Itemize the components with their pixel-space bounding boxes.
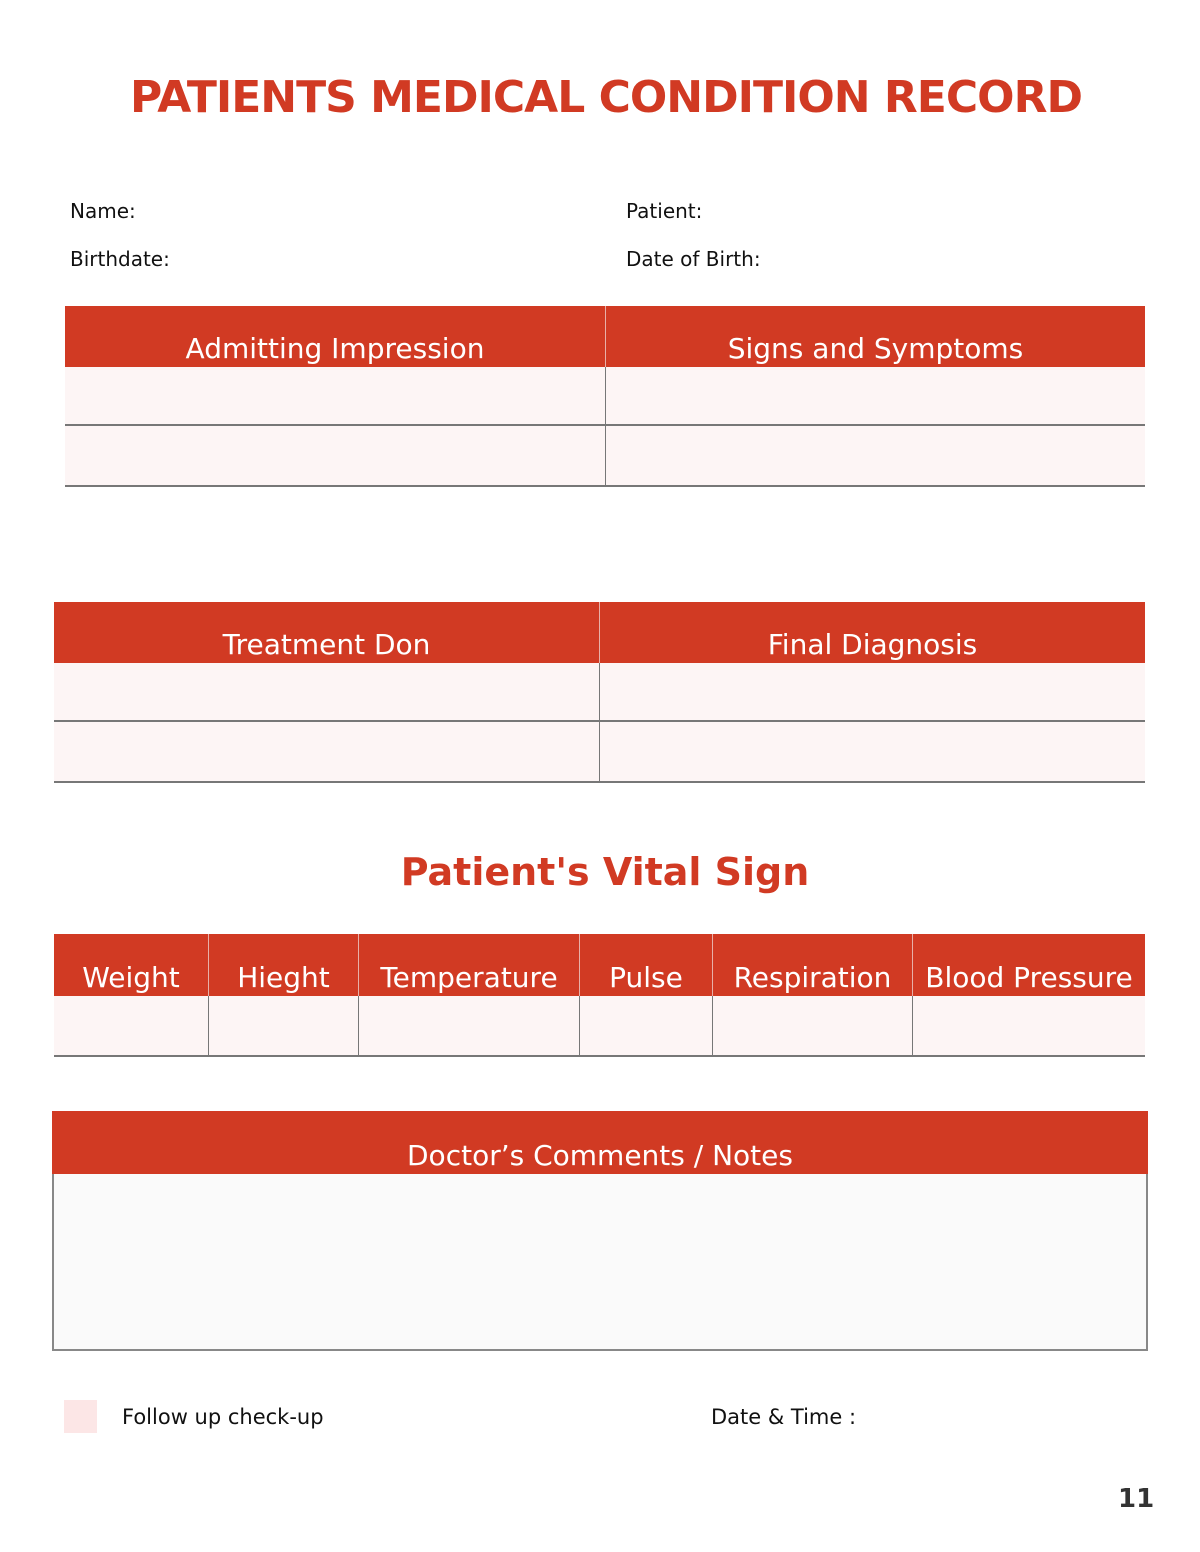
follow-up-checkbox[interactable]	[64, 1400, 97, 1433]
date-time-label: Date & Time :	[711, 1405, 857, 1429]
page-number: 11	[1118, 1484, 1155, 1514]
table-cell[interactable]	[65, 426, 605, 487]
table-cell[interactable]	[54, 663, 599, 722]
table-cell[interactable]	[605, 426, 1145, 487]
signs-symptoms-header: Signs and Symptoms	[605, 306, 1145, 367]
height-header: Hieght	[208, 934, 358, 996]
vitals-title: Patient's Vital Sign	[400, 850, 810, 894]
pulse-header: Pulse	[579, 934, 712, 996]
notes-header: Doctor’s Comments / Notes	[52, 1111, 1148, 1174]
pulse-cell[interactable]	[579, 996, 712, 1057]
treatment-header: Treatment Don	[54, 602, 599, 663]
weight-header: Weight	[54, 934, 208, 996]
blood-pressure-header: Blood Pressure	[912, 934, 1145, 996]
page-title: PATIENTS MEDICAL CONDITION RECORD	[130, 72, 1082, 123]
blood-pressure-cell[interactable]	[912, 996, 1145, 1057]
vitals-table	[54, 934, 1145, 1057]
temperature-cell[interactable]	[358, 996, 579, 1057]
notes-input[interactable]	[52, 1174, 1148, 1351]
admitting-table	[65, 306, 1145, 487]
treatment-table	[54, 602, 1145, 783]
temperature-header: Temperature	[358, 934, 579, 996]
birthdate-label: Birthdate:	[70, 247, 170, 271]
respiration-cell[interactable]	[712, 996, 912, 1057]
weight-cell[interactable]	[54, 996, 208, 1057]
name-label: Name:	[70, 199, 136, 223]
final-diagnosis-header: Final Diagnosis	[599, 602, 1145, 663]
notes-section	[52, 1111, 1148, 1351]
patient-label: Patient:	[626, 199, 703, 223]
respiration-header: Respiration	[712, 934, 912, 996]
table-cell[interactable]	[605, 367, 1145, 426]
admitting-impression-header: Admitting Impression	[65, 306, 605, 367]
date-of-birth-label: Date of Birth:	[626, 247, 761, 271]
table-cell[interactable]	[65, 367, 605, 426]
height-cell[interactable]	[208, 996, 358, 1057]
table-cell[interactable]	[599, 663, 1145, 722]
table-cell[interactable]	[54, 722, 599, 783]
table-cell[interactable]	[599, 722, 1145, 783]
follow-up-label: Follow up check-up	[122, 1405, 324, 1429]
